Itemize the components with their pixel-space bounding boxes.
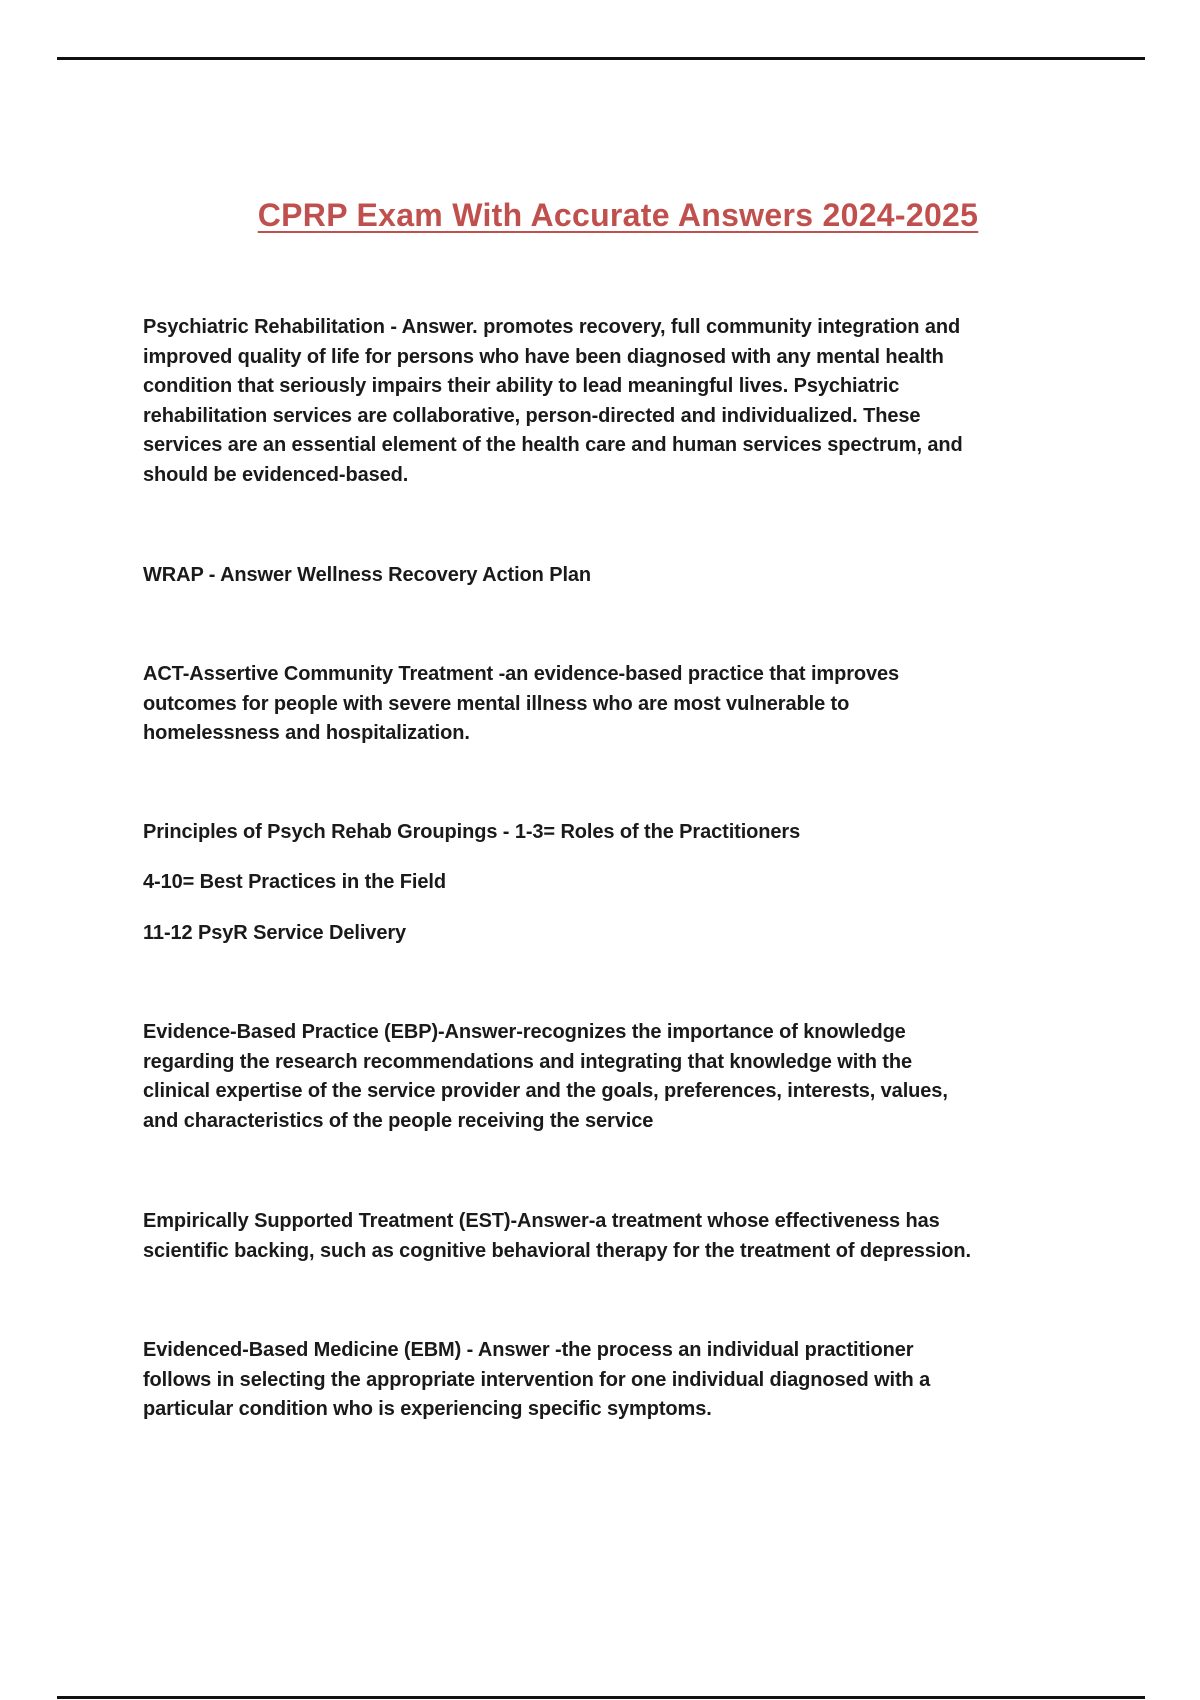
- top-rule: [57, 57, 1145, 60]
- entry-line: follows in selecting the appropriate intervention for one individual diagnosed with a: [143, 1368, 931, 1391]
- qa-entry: [143, 818, 1143, 848]
- entry-line: Evidenced-Based Medicine (EBM) - Answer -the process an individual practitioner: [143, 1339, 914, 1361]
- qa-entry: [143, 1207, 1143, 1266]
- qa-entry: [143, 868, 1143, 898]
- entry-line: particular condition who is experiencing specific symptoms.: [143, 1398, 712, 1420]
- entry-line: ACT-Assertive Community Treatment -an evidence-based practice that improves: [143, 663, 900, 685]
- entry-line: services are an essential element of the health care and human services spectrum, and: [143, 434, 963, 456]
- entry-line: WRAP - Answer Wellness Recovery Action Plan: [143, 564, 592, 586]
- entry-line: Empirically Supported Treatment (EST)-Answer-a treatment whose effectiveness has: [143, 1210, 940, 1232]
- entry-line: 4-10= Best Practices in the Field: [143, 871, 446, 893]
- qa-entry: [143, 1018, 1143, 1136]
- entry-line: and characteristics of the people receiving the service: [143, 1109, 654, 1132]
- entry-line: clinical expertise of the service provider and the goals, preferences, interests, values,: [143, 1080, 948, 1102]
- entry-line: 11-12 PsyR Service Delivery: [143, 922, 407, 944]
- qa-entry: [143, 561, 1143, 591]
- entry-line: Evidence-Based Practice (EBP)-Answer-recognizes the importance of knowledge: [143, 1021, 906, 1043]
- entry-line: Principles of Psych Rehab Groupings - 1-3= Roles of the Practitioners: [143, 821, 801, 843]
- qa-entry: [143, 919, 1143, 949]
- entry-line: regarding the research recommendations and integrating that knowledge with the: [143, 1050, 912, 1073]
- entry-line: homelessness and hospitalization.: [143, 722, 470, 744]
- entry-line: scientific backing, such as cognitive behavioral therapy for the treatment of depression.: [143, 1239, 971, 1262]
- entry-line: Psychiatric Rehabilitation - Answer. promotes recovery, full community integration and: [143, 316, 961, 338]
- entry-line: improved quality of life for persons who have been diagnosed with any mental health: [143, 345, 944, 368]
- bottom-rule: [57, 1696, 1145, 1699]
- entry-line: outcomes for people with severe mental illness who are most vulnerable to: [143, 692, 850, 715]
- qa-entry: [143, 313, 1143, 490]
- document-title: CPRP Exam With Accurate Answers 2024-2025: [257, 197, 979, 233]
- entry-line: should be evidenced-based.: [143, 463, 409, 486]
- qa-entry: [143, 1336, 1143, 1425]
- entry-line: condition that seriously impairs their ability to lead meaningful lives. Psychiatric: [143, 375, 900, 397]
- entry-line: rehabilitation services are collaborative, person-directed and individualized. These: [143, 404, 921, 427]
- qa-entry: [143, 660, 1143, 749]
